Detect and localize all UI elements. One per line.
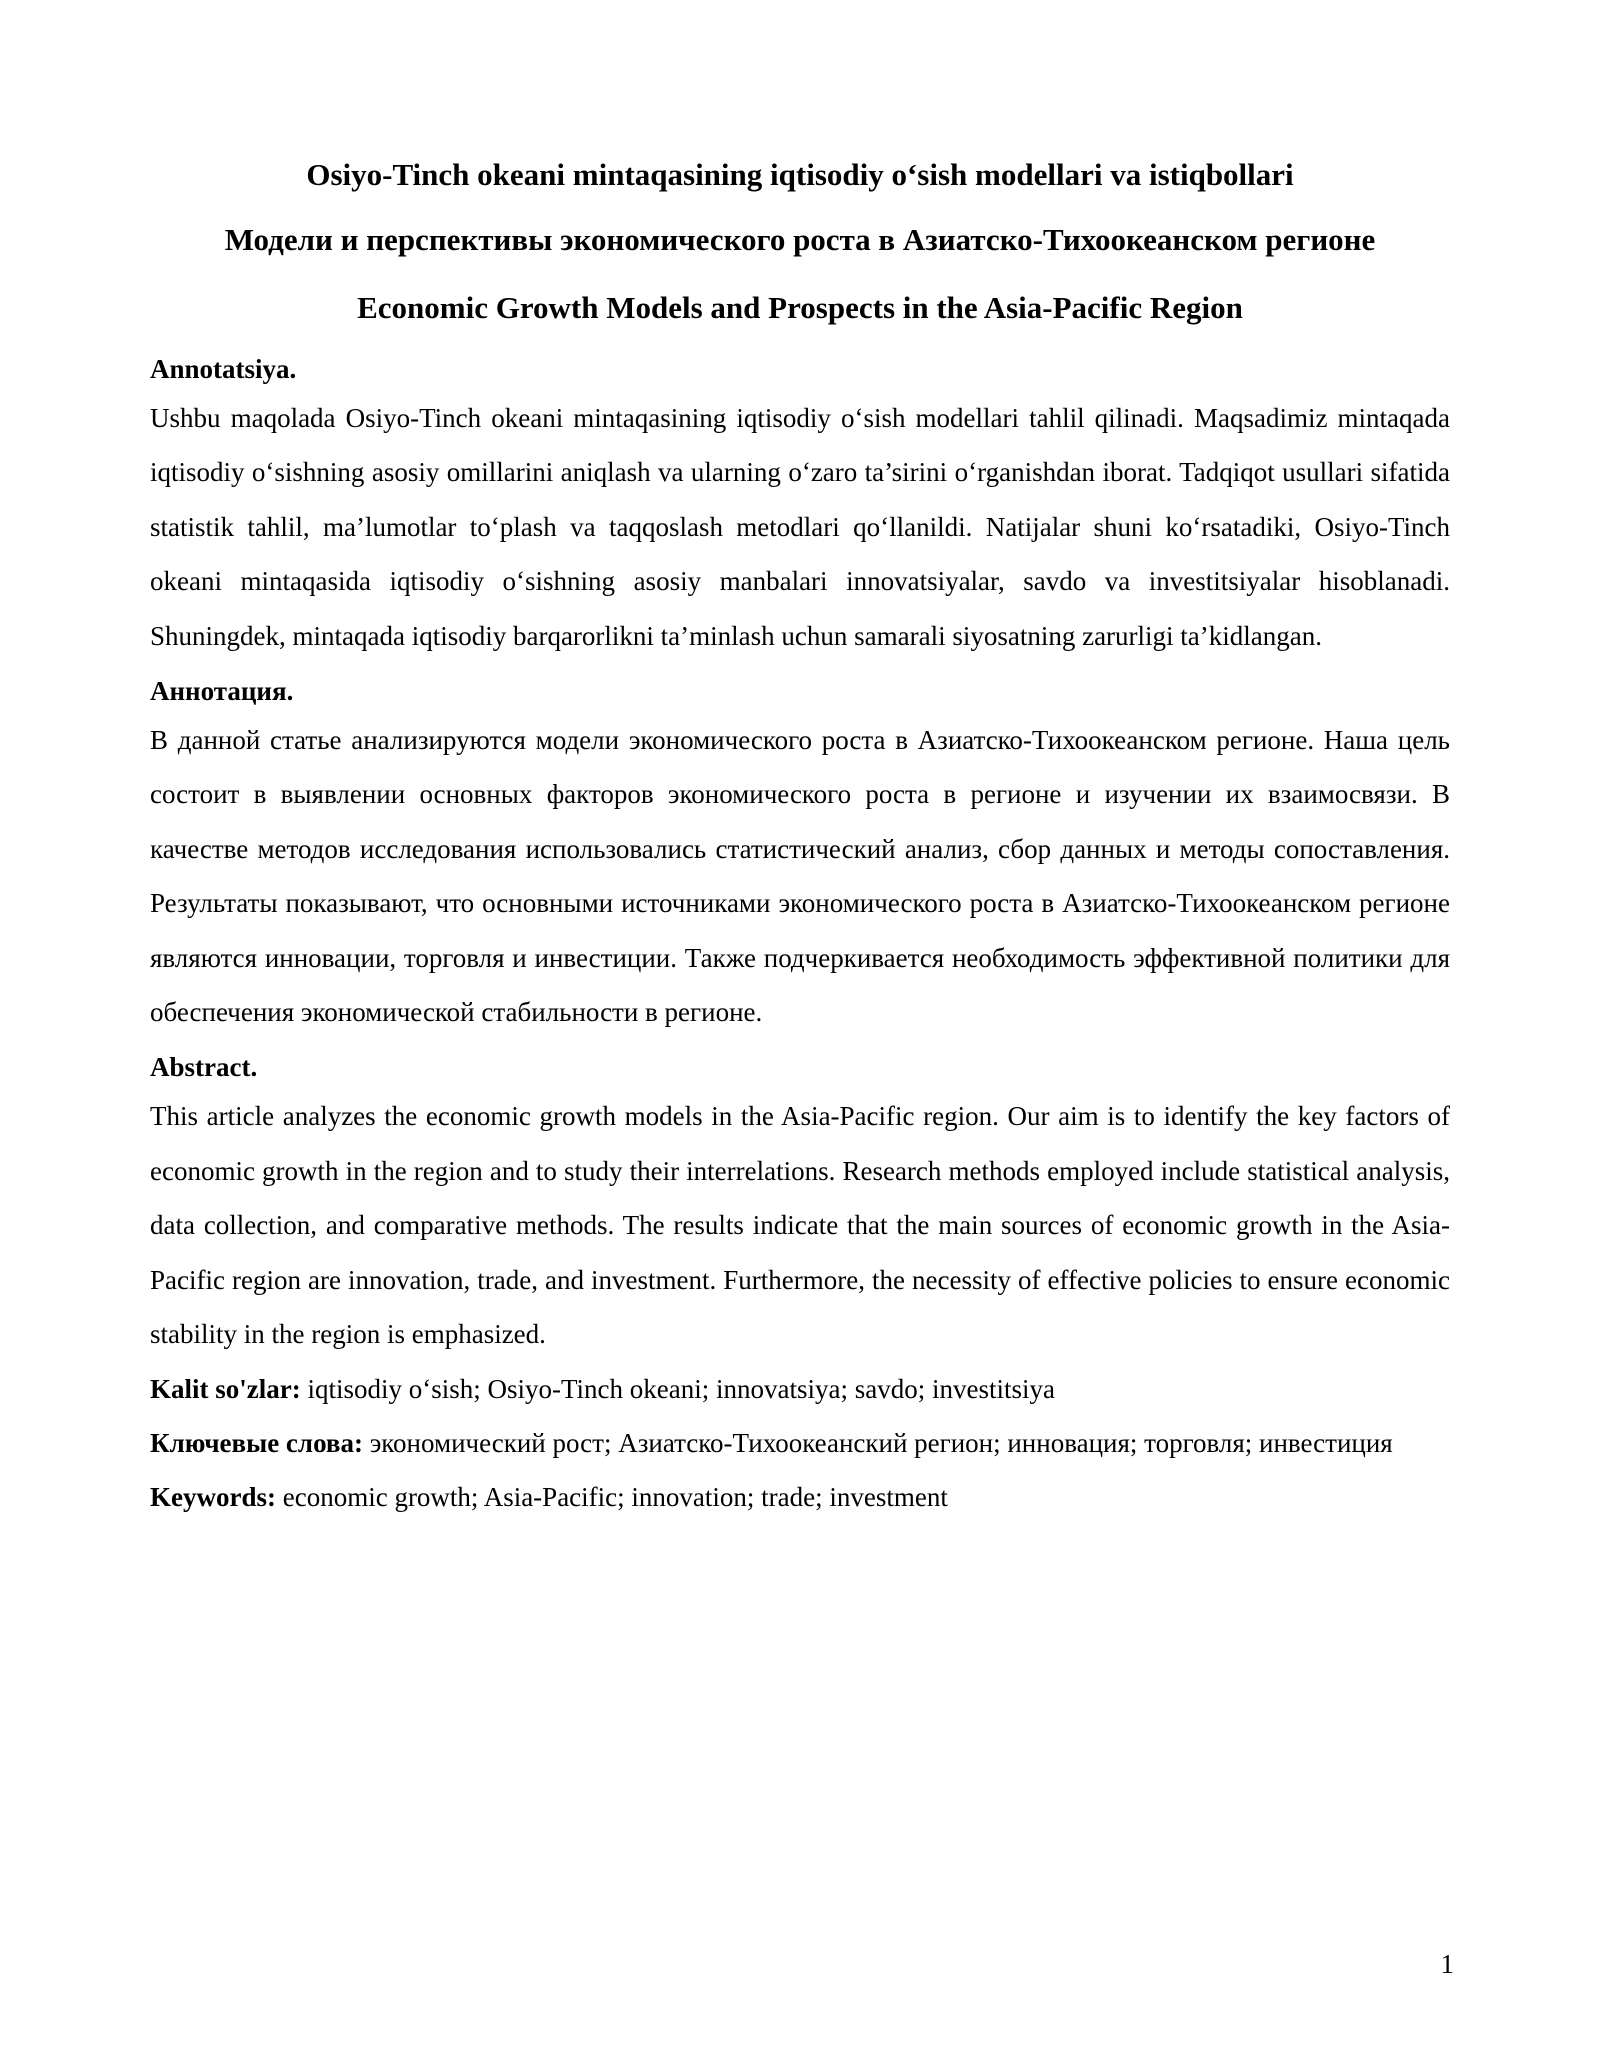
keywords-english — [150, 1470, 1450, 1524]
keywords-english-label: Keywords: — [150, 1482, 276, 1513]
title-russian: Модели и перспективы экономического роста в Азиатско-Тихоокеанском регионе — [224, 222, 1376, 257]
keywords-english-text: economic growth; Asia-Pacific; innovation; trade; investment — [275, 1482, 948, 1513]
keywords-russian-text: экономический рост; Азиатско-Тихоокеанский регион; инновация; торговля; инвестиция — [362, 1427, 1393, 1458]
abstract-english-heading: Abstract. — [150, 1052, 258, 1083]
abstract-english-text: This article analyzes the economic growth models in the Asia-Pacific region. Our aim is to identify the key factors of economic growth in the region and to study their interrelations. Research methods employed include statistical analysis, data collection, and comparative methods. The results indicate that the main sources of economic growth in the Asia-Pacific region are innovation, trade, and investment. Furthermore, the necessity of effective policies to ensure economic stability in the region is emphasized. — [150, 1101, 1450, 1350]
title-uzbek: Osiyo-Tinch okeani mintaqasining iqtisodiy o‘sish modellari va istiqbollari — [306, 157, 1294, 192]
keywords-russian — [150, 1416, 1450, 1470]
abstract-english — [150, 1049, 1450, 1361]
abstract-russian-heading: Аннотация. — [150, 676, 294, 707]
abstract-uzbek-text: Ushbu maqolada Osiyo-Tinch okeani mintaqasining iqtisodiy o‘sish modellari tahlil qilinadi. Maqsadimiz mintaqada iqtisodiy o‘sishning asosiy omillarini aniqlash va ularning o‘zaro ta’sirini o‘rganishdan iborat. Tadqiqot usullari sifatida statistik tahlil, ma’lumotlar to‘plash va taqqoslash metodlari qo‘llanildi. Natijalar shuni ko‘rsatadiki, Osiyo-Tinch okeani mintaqasida iqtisodiy o‘sishning asosiy manbalari innovatsiyalar, savdo va investitsiyalar hisoblanadi. Shuningdek, mintaqada iqtisodiy barqarorlikni ta’minlash uchun samarali siyosatning zarurligi ta’kidlangan. — [150, 403, 1450, 651]
paper-content — [150, 142, 1450, 1525]
abstract-russian-text: В данной статье анализируются модели экономического роста в Азиатско-Тихоокеанском регионе. Наша цель состоит в выявлении основных факторов экономического роста в регионе и изучении их взаимосвязи. В качестве методов исследования использовались статистический анализ, сбор данных и методы сопоставления. Результаты показывают, что основными источниками экономического роста в Азиатско-Тихоокеанском регионе являются инновации, торговля и инвестиции. Также подчеркивается необходимость эффективной политики для обеспечения экономической стабильности в регионе. — [150, 725, 1450, 1028]
keywords-uzbek — [150, 1362, 1450, 1416]
abstract-russian — [150, 673, 1450, 1039]
abstract-uzbek-heading: Annotatsiya. — [150, 354, 297, 384]
keywords-uzbek-label: Kalit so'zlar: — [150, 1373, 301, 1404]
keywords-russian-label: Ключевые слова: — [150, 1427, 363, 1458]
title-english: Economic Growth Models and Prospects in the Asia-Pacific Region — [357, 290, 1243, 325]
keywords-uzbek-text: iqtisodiy o‘sish; Osiyo-Tinch okeani; innovatsiya; savdo; investitsiya — [300, 1373, 1055, 1404]
page-number: 1 — [1440, 1949, 1454, 1979]
abstract-uzbek — [150, 351, 1450, 663]
